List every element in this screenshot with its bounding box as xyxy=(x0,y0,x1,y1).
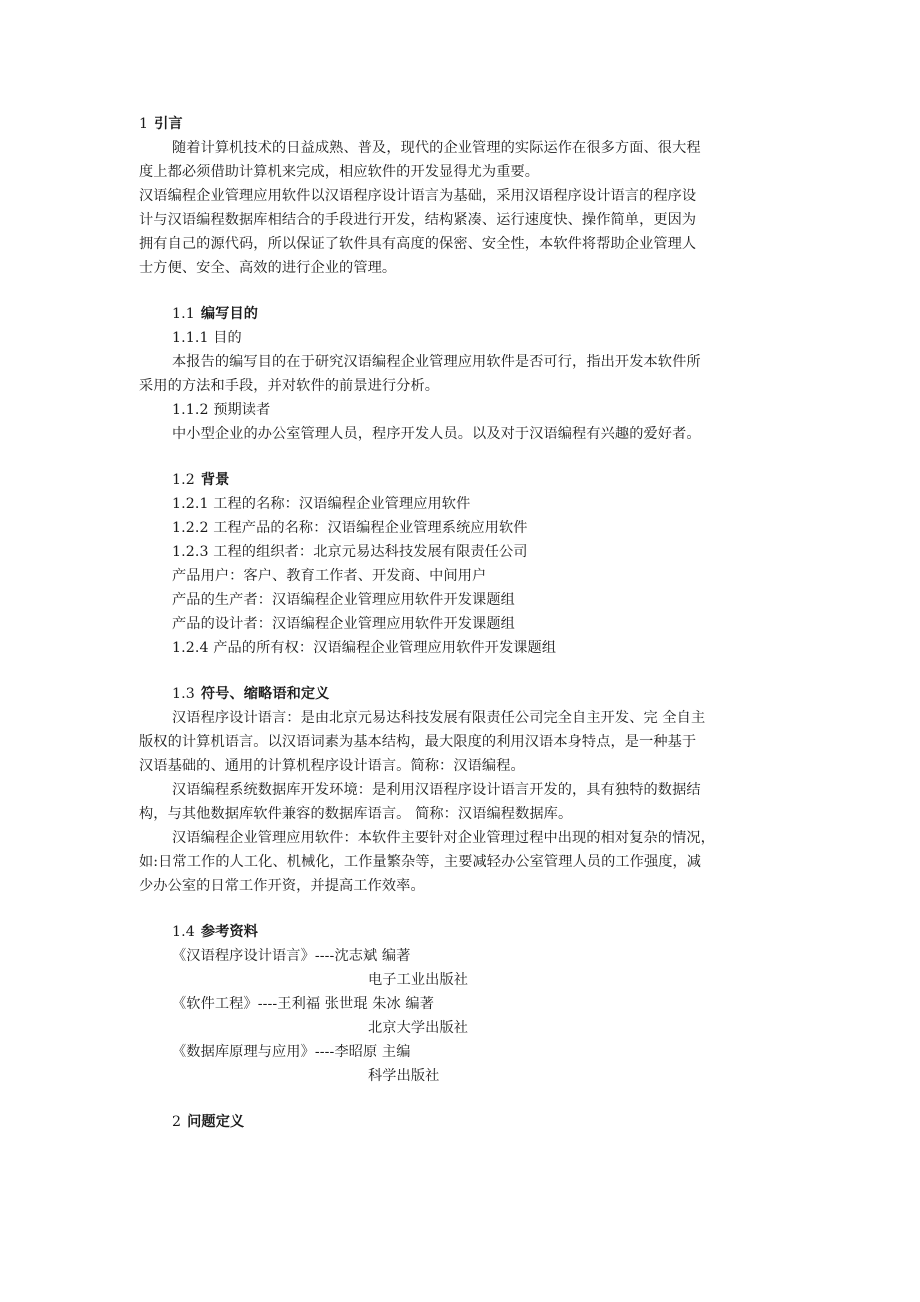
section-heading-2 xyxy=(172,1113,244,1131)
definition-3-line-3: 少办公室的日常工作开资，并提高工作效率。 xyxy=(139,878,425,894)
section-number: 1.1 xyxy=(172,306,195,322)
section-title: 编写目的 xyxy=(200,306,259,322)
section-number: 1 xyxy=(139,116,149,132)
definition-1-line-2: 版权的计算机语言。以汉语词素为基本结构，最大限度的利用汉语本身特点，是一种基于 xyxy=(139,734,697,750)
section-heading-1-3 xyxy=(172,685,329,703)
section-title: 符号、缩略语和定义 xyxy=(200,686,330,702)
definition-1-line-1: 汉语程序设计语言：是由北京元易达科技发展有限责任公司完全自主开发、完 全自主 xyxy=(172,710,706,726)
reference-title-author: 《汉语程序设计语言》----沈志斌 编著 xyxy=(172,948,411,964)
definition-3-line-2: 如:日常工作的人工化、机械化，工作量繁杂等，主要减轻办公室管理人员的工作强度，减 xyxy=(139,854,702,870)
reference-title-author: 《数据库原理与应用》----李昭原 主编 xyxy=(172,1044,411,1060)
subsection-heading-1-1-2: 1.1.2 预期读者 xyxy=(172,402,271,418)
subsection-heading-1-1-1: 1.1.1 目的 xyxy=(172,330,242,346)
intro-p2-line-2: 计与汉语编程数据库相结合的手段进行开发，结构紧凑、运行速度快、操作简单，更因为 xyxy=(139,212,697,228)
purpose-p1-line-1: 本报告的编写目的在于研究汉语编程企业管理应用软件是否可行，指出开发本软件所 xyxy=(172,354,701,370)
reference-publisher: 电子工业出版社 xyxy=(368,972,469,988)
intro-p1-line-2: 度上都必须借助计算机来完成，相应软件的开发显得尤为重要。 xyxy=(139,164,540,180)
section-title: 参考资料 xyxy=(200,924,259,940)
background-line: 产品的设计者：汉语编程企业管理应用软件开发课题组 xyxy=(172,616,515,632)
background-line: 1.2.3 工程的组织者：北京元易达科技发展有限责任公司 xyxy=(172,544,528,560)
section-heading-1-4 xyxy=(172,923,258,941)
definition-3-line-1: 汉语编程企业管理应用软件：本软件主要针对企业管理过程中出现的相对复杂的情况， xyxy=(172,830,715,846)
purpose-p1-line-2: 采用的方法和手段，并对软件的前景进行分析。 xyxy=(139,378,440,394)
section-number: 1.2 xyxy=(172,472,195,488)
section-title: 背景 xyxy=(200,472,230,488)
section-number: 1.4 xyxy=(172,924,195,940)
readers-text: 中小型企业的办公室管理人员，程序开发人员。以及对于汉语编程有兴趣的爱好者。 xyxy=(172,426,701,442)
reference-title-author: 《软件工程》----王利福 张世琨 朱冰 编著 xyxy=(172,996,435,1012)
background-line: 产品用户：客户、教育工作者、开发商、中间用户 xyxy=(172,568,487,584)
intro-p2-line-1: 汉语编程企业管理应用软件以汉语程序设计语言为基础，采用汉语程序设计语言的程序设 xyxy=(139,188,697,204)
background-line: 1.2.4 产品的所有权：汉语编程企业管理应用软件开发课题组 xyxy=(172,640,557,656)
background-line: 1.2.1 工程的名称：汉语编程企业管理应用软件 xyxy=(172,496,471,512)
section-number: 2 xyxy=(172,1114,182,1130)
section-title: 引言 xyxy=(154,116,183,132)
background-line: 产品的生产者：汉语编程企业管理应用软件开发课题组 xyxy=(172,592,515,608)
intro-p2-line-4: 士方便、安全、高效的进行企业的管理。 xyxy=(139,260,397,276)
intro-p1-line-1: 随着计算机技术的日益成熟、普及，现代的企业管理的实际运作在很多方面、很大程 xyxy=(172,140,701,156)
intro-p2-line-3: 拥有自己的源代码，所以保证了软件具有高度的保密、安全性，本软件将帮助企业管理人 xyxy=(139,236,697,252)
section-title: 问题定义 xyxy=(187,1114,245,1130)
definition-1-line-3: 汉语基础的、通用的计算机程序设计语言。简称：汉语编程。 xyxy=(139,758,525,774)
definition-2-line-2: 构，与其他数据库软件兼容的数据库语言。 简称：汉语编程数据库。 xyxy=(139,806,573,822)
section-heading-1 xyxy=(139,115,183,133)
section-heading-1-1 xyxy=(172,305,258,323)
definition-2-line-1: 汉语编程系统数据库开发环境：是利用汉语程序设计语言开发的，具有独特的数据结 xyxy=(172,782,701,798)
background-line: 1.2.2 工程产品的名称：汉语编程企业管理系统应用软件 xyxy=(172,520,528,536)
section-heading-1-2 xyxy=(172,471,229,489)
section-number: 1.3 xyxy=(172,686,195,702)
reference-publisher: 北京大学出版社 xyxy=(368,1020,469,1036)
reference-publisher: 科学出版社 xyxy=(368,1068,440,1084)
